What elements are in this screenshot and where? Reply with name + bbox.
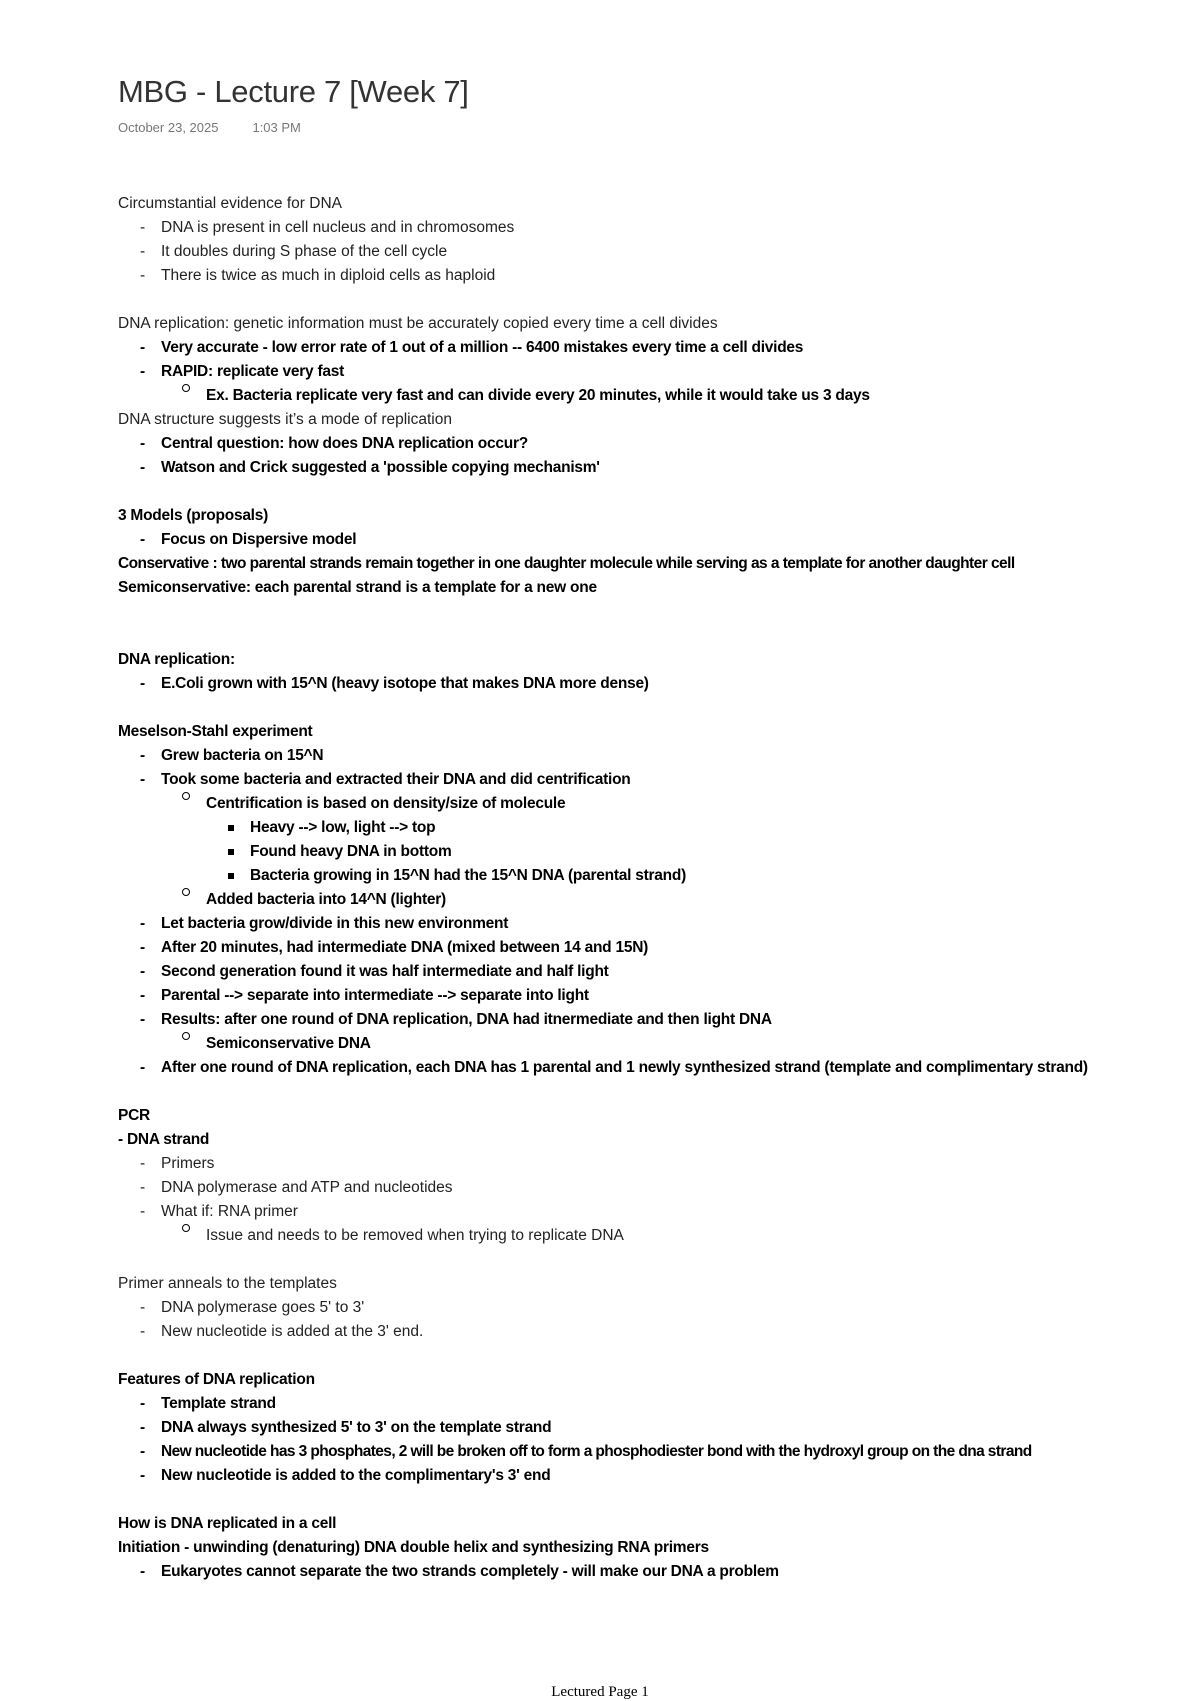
list-item-text: Found heavy DNA in bottom <box>250 843 452 860</box>
note-line: Circumstantial evidence for DNA <box>118 195 342 212</box>
note-line: DNA replication: genetic information must be accurately copied every time a cell divides <box>118 315 718 332</box>
list-item <box>118 1224 1193 1248</box>
list-item <box>118 960 1193 984</box>
dash-bullet: - <box>140 1323 146 1340</box>
dash-bullet: - <box>140 1563 145 1580</box>
section-heading: How is DNA replicated in a cell <box>118 1515 337 1532</box>
list-item <box>118 528 1193 552</box>
list-item <box>118 1464 1193 1488</box>
list-item-text: Parental --> separate into intermediate --> separate into light <box>161 987 589 1004</box>
page-meta <box>118 120 301 135</box>
dash-bullet: - <box>140 459 145 476</box>
list-item-text: New nucleotide has 3 phosphates, 2 will be broken off to form a phosphodiester bond with the hydroxyl group on the dna strand <box>161 1443 1032 1460</box>
list-item-text: Watson and Crick suggested a 'possible copying mechanism' <box>161 459 600 476</box>
list-item-text: It doubles during S phase of the cell cycle <box>161 243 448 260</box>
section-heading: DNA replication: <box>118 651 235 668</box>
dash-bullet: - <box>140 915 145 932</box>
dash-bullet: - <box>140 435 145 452</box>
section-heading: 3 Models (proposals) <box>118 507 269 524</box>
list-item <box>118 1560 1193 1584</box>
note-line: Conservative : two parental strands remain together in one daughter molecule while serving as a template for another daughter cell <box>118 555 1015 572</box>
list-item <box>118 456 1193 480</box>
list-item <box>118 792 1193 816</box>
page-title: MBG - Lecture 7 [Week 7] <box>118 74 469 109</box>
dash-bullet: - <box>140 963 145 980</box>
list-item-text: Ex. Bacteria replicate very fast and can divide every 20 minutes, while it would take us 3 days <box>206 387 870 404</box>
list-item-text: E.Coli grown with 15^N (heavy isotope that makes DNA more dense) <box>161 675 649 692</box>
list-item-text: Second generation found it was half intermediate and half light <box>161 963 609 980</box>
list-item-text: After 20 minutes, had intermediate DNA (mixed between 14 and 15N) <box>161 939 649 956</box>
dash-bullet: - <box>140 219 146 236</box>
dash-bullet: - <box>140 1011 145 1028</box>
list-item <box>118 912 1193 936</box>
dash-bullet: - <box>140 1467 145 1484</box>
list-item-text: There is twice as much in diploid cells as haploid <box>161 267 496 284</box>
list-item <box>118 672 1193 696</box>
dash-bullet: - <box>140 363 145 380</box>
list-item <box>118 1392 1193 1416</box>
list-item <box>118 384 1193 408</box>
dash-bullet: - <box>140 267 146 284</box>
list-item <box>118 240 1193 264</box>
square-bullet-icon <box>228 825 234 831</box>
list-item-text: Took some bacteria and extracted their DNA and did centrification <box>161 771 631 788</box>
list-item <box>118 888 1193 912</box>
dash-bullet: - <box>140 1443 145 1460</box>
list-item <box>118 432 1193 456</box>
dash-bullet: - <box>140 1419 145 1436</box>
note-line: - DNA strand <box>118 1131 210 1148</box>
list-item-text: Very accurate - low error rate of 1 out of a million -- 6400 mistakes every time a cell divides <box>161 339 804 356</box>
dash-bullet: - <box>140 987 145 1004</box>
dash-bullet: - <box>140 339 145 356</box>
list-item <box>118 360 1193 384</box>
section-heading: PCR <box>118 1107 150 1124</box>
dash-bullet: - <box>140 1179 146 1196</box>
list-item-text: DNA polymerase and ATP and nucleotides <box>161 1179 453 1196</box>
list-item <box>118 336 1193 360</box>
list-item-text: Results: after one round of DNA replication, DNA had itnermediate and then light DNA <box>161 1011 772 1028</box>
circle-bullet-icon <box>182 888 190 896</box>
dash-bullet: - <box>140 675 145 692</box>
page-time: 1:03 PM <box>252 120 301 135</box>
list-item <box>118 1008 1193 1032</box>
list-item-text: Semiconservative DNA <box>206 1035 371 1052</box>
note-line: Initiation - unwinding (denaturing) DNA double helix and synthesizing RNA primers <box>118 1539 709 1556</box>
list-item <box>118 1056 1161 1080</box>
list-item <box>118 840 1193 864</box>
page-footer: Lectured Page 1 <box>551 1684 649 1700</box>
square-bullet-icon <box>228 849 234 855</box>
list-item <box>118 264 1193 288</box>
circle-bullet-icon <box>182 792 190 800</box>
list-item <box>118 1176 1193 1200</box>
list-item-text: Eukaryotes cannot separate the two strands completely - will make our DNA a problem <box>161 1563 779 1580</box>
list-item-text: After one round of DNA replication, each DNA has 1 parental and 1 newly synthesized strand (template and complimentary strand) <box>161 1059 1088 1076</box>
section-heading: Features of DNA replication <box>118 1371 315 1388</box>
note-line: Primer anneals to the templates <box>118 1275 337 1292</box>
list-item <box>118 1296 1193 1320</box>
dash-bullet: - <box>140 1155 146 1172</box>
dash-bullet: - <box>140 1299 146 1316</box>
dash-bullet: - <box>140 531 145 548</box>
list-item-text: Bacteria growing in 15^N had the 15^N DNA (parental strand) <box>250 867 686 884</box>
list-item-text: Focus on Dispersive model <box>161 531 357 548</box>
list-item-text: DNA is present in cell nucleus and in chromosomes <box>161 219 515 236</box>
page-date: October 23, 2025 <box>118 120 219 135</box>
note-line: DNA structure suggests it’s a mode of replication <box>118 411 452 428</box>
list-item <box>118 1440 1193 1464</box>
list-item-text: New nucleotide is added to the complimentary's 3' end <box>161 1467 551 1484</box>
dash-bullet: - <box>140 1395 145 1412</box>
list-item-text: Heavy --> low, light --> top <box>250 819 436 836</box>
circle-bullet-icon <box>182 1032 190 1040</box>
list-item <box>118 1200 1193 1224</box>
list-item-text: RAPID: replicate very fast <box>161 363 345 380</box>
list-item <box>118 216 1193 240</box>
dash-bullet: - <box>140 939 145 956</box>
list-item-text: DNA always synthesized 5' to 3' on the template strand <box>161 1419 552 1436</box>
list-item <box>118 1152 1193 1176</box>
dash-bullet: - <box>140 771 145 788</box>
list-item-text: Let bacteria grow/divide in this new environment <box>161 915 509 932</box>
note-line: Semiconservative: each parental strand is a template for a new one <box>118 579 597 596</box>
note-body <box>118 192 1193 1584</box>
list-item-text: Template strand <box>161 1395 276 1412</box>
list-item <box>118 984 1193 1008</box>
list-item-text: DNA polymerase goes 5' to 3' <box>161 1299 365 1316</box>
dash-bullet: - <box>140 243 146 260</box>
circle-bullet-icon <box>182 1224 190 1232</box>
list-item <box>118 864 1193 888</box>
list-item-text: Centrification is based on density/size of molecule <box>206 795 566 812</box>
dash-bullet: - <box>140 747 145 764</box>
list-item-text: New nucleotide is added at the 3' end. <box>161 1323 424 1340</box>
square-bullet-icon <box>228 873 234 879</box>
dash-bullet: - <box>140 1203 146 1220</box>
list-item-text: Primers <box>161 1155 215 1172</box>
list-item-text: Added bacteria into 14^N (lighter) <box>206 891 446 908</box>
list-item-text: Grew bacteria on 15^N <box>161 747 324 764</box>
dash-bullet: - <box>140 1059 145 1076</box>
list-item-text: Issue and needs to be removed when trying to replicate DNA <box>206 1227 624 1244</box>
list-item <box>118 744 1193 768</box>
section-heading: Meselson-Stahl experiment <box>118 723 313 740</box>
list-item <box>118 1032 1193 1056</box>
circle-bullet-icon <box>182 384 190 392</box>
list-item <box>118 936 1193 960</box>
list-item-text: What if: RNA primer <box>161 1203 298 1220</box>
list-item <box>118 1320 1193 1344</box>
list-item-text: Central question: how does DNA replication occur? <box>161 435 528 452</box>
list-item <box>118 816 1193 840</box>
list-item <box>118 1416 1193 1440</box>
list-item <box>118 768 1193 792</box>
